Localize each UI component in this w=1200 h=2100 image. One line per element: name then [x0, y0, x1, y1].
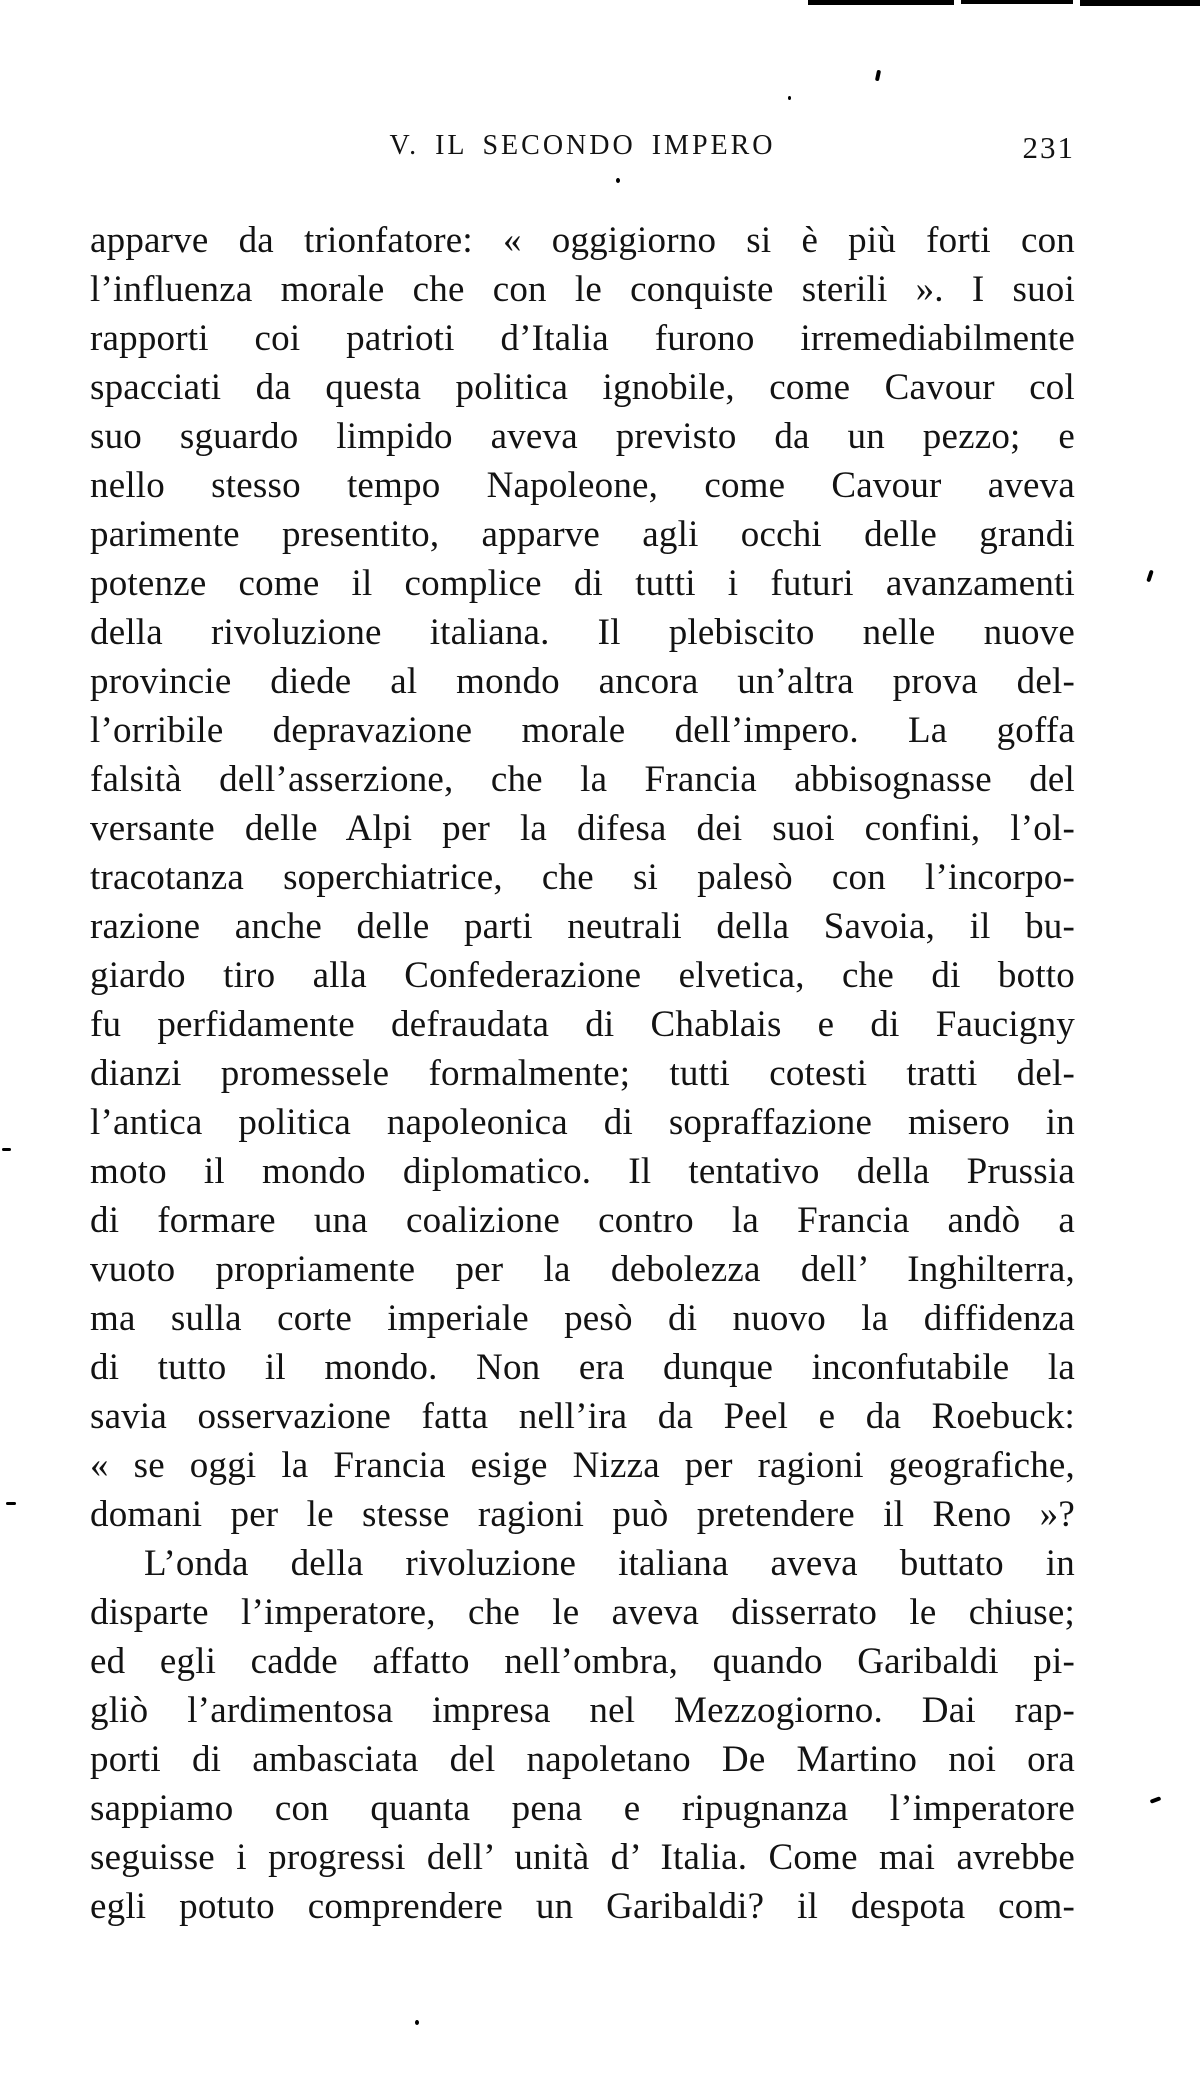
text-line: spacciati da questa politica ignobile, come Cavour col — [90, 367, 1075, 408]
text-line: sappiamo con quanta pena e ripugnanza l’imperatore — [90, 1788, 1075, 1829]
scan-artifact-top-bar — [961, 0, 1073, 4]
text-line: potenze come il complice di tutti i futuri avanzamenti — [90, 563, 1075, 604]
scan-artifact-speck — [875, 70, 881, 82]
text-line: provincie diede al mondo ancora un’altra prova del- — [90, 661, 1075, 702]
text-line: l’orribile depravazione morale dell’impero. La goffa — [90, 710, 1075, 751]
text-line: « se oggi la Francia esige Nizza per ragioni geografiche, — [90, 1445, 1075, 1486]
text-line: l’influenza morale che con le conquiste sterili ». I suoi — [90, 269, 1075, 310]
text-line: L’onda della rivoluzione italiana aveva buttato in — [144, 1543, 1075, 1584]
text-line: egli potuto comprendere un Garibaldi? il despota com- — [90, 1886, 1075, 1927]
text-line: moto il mondo diplomatico. Il tentativo della Prussia — [90, 1151, 1075, 1192]
text-line: rapporti coi patrioti d’Italia furono irremediabilmente — [90, 318, 1075, 359]
scan-artifact-speck — [1146, 570, 1154, 583]
text-line: parimente presentito, apparve agli occhi delle grandi — [90, 514, 1075, 555]
scan-artifact-speck — [415, 2020, 419, 2025]
text-line: ed egli cadde affatto nell’ombra, quando Garibaldi pi- — [90, 1641, 1075, 1682]
text-line: nello stesso tempo Napoleone, come Cavour aveva — [90, 465, 1075, 506]
text-line: giardo tiro alla Confederazione elvetica, che di botto — [90, 955, 1075, 996]
text-line: porti di ambasciata del napoletano De Martino noi ora — [90, 1739, 1075, 1780]
scan-artifact-speck — [2, 1148, 11, 1151]
text-line: domani per le stesse ragioni può pretendere il Reno »? — [90, 1494, 1075, 1535]
text-line: suo sguardo limpido aveva previsto da un pezzo; e — [90, 416, 1075, 457]
scan-artifact-top-bar — [1080, 0, 1200, 6]
text-line: razione anche delle parti neutrali della Savoia, il bu- — [90, 906, 1075, 947]
chapter-title: V. IL SECONDO IMPERO — [389, 130, 776, 161]
text-line: l’antica politica napoleonica di sopraffazione misero in — [90, 1102, 1075, 1143]
text-line: gliò l’ardimentosa impresa nel Mezzogiorno. Dai rap- — [90, 1690, 1075, 1731]
text-line: della rivoluzione italiana. Il plebiscito nelle nuove — [90, 612, 1075, 653]
scan-artifact-speck — [788, 96, 791, 100]
scan-artifact-top-bar — [808, 0, 954, 5]
text-line: dianzi promessele formalmente; tutti cotesti tratti del- — [90, 1053, 1075, 1094]
paragraph — [90, 1539, 1075, 1931]
text-line: disparte l’imperatore, che le aveva disserrato le chiuse; — [90, 1592, 1075, 1633]
text-line: fu perfidamente defraudata di Chablais e di Faucigny — [90, 1004, 1075, 1045]
scan-artifact-speck — [616, 178, 620, 183]
text-line: apparve da trionfatore: « oggigiorno si è più forti con — [90, 220, 1075, 261]
scan-artifact-speck — [1150, 1796, 1162, 1804]
text-line: tracotanza soperchiatrice, che si palesò con l’incorpo- — [90, 857, 1075, 898]
text-block — [90, 216, 1075, 1931]
text-line: savia osservazione fatta nell’ira da Peel e da Roebuck: — [90, 1396, 1075, 1437]
page-number: 231 — [1022, 130, 1075, 165]
text-line: versante delle Alpi per la difesa dei suoi confini, l’ol- — [90, 808, 1075, 849]
scan-artifact-speck — [6, 1502, 16, 1505]
text-line: di formare una coalizione contro la Francia andò a — [90, 1200, 1075, 1241]
text-line: vuoto propriamente per la debolezza dell’ Inghilterra, — [90, 1249, 1075, 1290]
running-head — [90, 130, 1075, 170]
paragraph — [90, 216, 1075, 1539]
text-line: ma sulla corte imperiale pesò di nuovo la diffidenza — [90, 1298, 1075, 1339]
text-line: falsità dell’asserzione, che la Francia abbisognasse del — [90, 759, 1075, 800]
text-line: di tutto il mondo. Non era dunque inconfutabile la — [90, 1347, 1075, 1388]
text-line: seguisse i progressi dell’ unità d’ Italia. Come mai avrebbe — [90, 1837, 1075, 1878]
